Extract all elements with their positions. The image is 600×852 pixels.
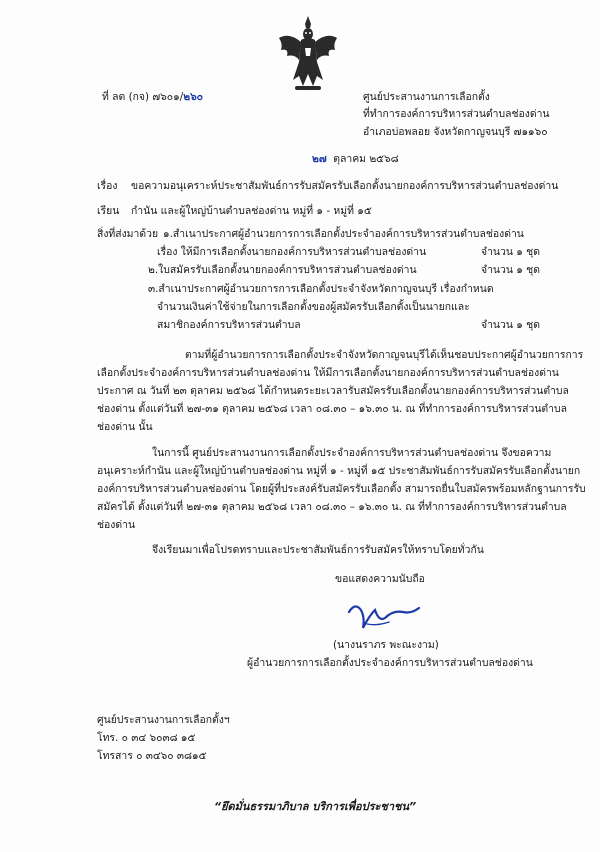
signatory-position: ผู้อำนวยการการเลือกตั้งประจำองค์การบริหารส่วนตำบลช่องด่าน: [247, 657, 533, 669]
signatory-name: (นางนราภร พะณะงาม): [333, 639, 439, 651]
date-day-handwritten: ๒๗: [312, 153, 327, 165]
enclosure-3-line-2: จำนวนเงินค่าใช้จ่ายในการเลือกตั้งของผู้สมัครรับเลือกตั้งเป็นนายกและ: [157, 301, 470, 313]
office-address: อำเภอบ่อพลอย จังหวัดกาญจนบุรี ๗๑๑๖๐: [363, 126, 548, 138]
enclosure-3-line-3: สมาชิกองค์การบริหารส่วนตำบล: [157, 319, 301, 331]
office-name: ศูนย์ประสานงานการเลือกตั้ง: [363, 91, 490, 103]
date-month-year: ตุลาคม ๒๕๖๘: [333, 153, 399, 165]
document-number-handwritten: ๒๖๐: [183, 91, 204, 103]
document-date: [312, 152, 399, 166]
paragraph-3: จึงเรียนมาเพื่อโปรดทราบและประชาสัมพันธ์การรับสมัครให้ทราบโดยทั่วกัน: [152, 544, 484, 556]
enclosure-1-line-2: เรื่อง ให้มีการเลือกตั้งนายกองค์การบริหารส่วนตำบลช่องด่าน: [157, 246, 427, 258]
contact-phone: โทร. ๐ ๓๔ ๖๐๓๘ ๑๕: [97, 732, 196, 744]
paragraph-1-line-2: เลือกตั้งประจำองค์การบริหารส่วนตำบลช่องด่าน ให้มีการเลือกตั้งนายกองค์การบริหารส่วนตำบลช่องด่าน: [97, 367, 559, 379]
enclosure-2-quantity: จำนวน ๑ ชุด: [481, 264, 540, 276]
paragraph-1-line-4: ช่องด่าน ตั้งแต่วันที่ ๒๗-๓๑ ตุลาคม ๒๕๖๘ เวลา ๐๘.๓๐ – ๑๖.๓๐ น. ณ ที่ทำการองค์การบริหารส่วนตำบล: [97, 403, 567, 415]
subject-label: เรื่อง: [97, 180, 118, 192]
enclosure-1-quantity: จำนวน ๑ ชุด: [481, 246, 540, 258]
paragraph-1-line-5: ช่องด่าน นั้น: [97, 421, 153, 433]
recipient-label: เรียน: [97, 205, 120, 217]
paragraph-1-line-1: ตามที่ผู้อำนวยการการเลือกตั้งประจำจังหวัดกาญจนบุรีได้เห็นชอบประกาศผู้อำนวยการการ: [185, 349, 584, 361]
enclosure-3-line-1: ๓.สำเนาประกาศผู้อำนวยการการเลือกตั้งประจำจังหวัดกาญจนบุรี เรื่องกำหนด: [148, 283, 494, 295]
paragraph-2-line-3: องค์การบริหารส่วนตำบลช่องด่าน โดยผู้ที่ประสงค์รับสมัครรับเลือกตั้ง สามารถยื่นใบสมัครพร้อมหลักฐานการรับ: [97, 483, 586, 495]
enclosure-3-quantity: จำนวน ๑ ชุด: [481, 319, 540, 331]
document-number-prefix: ที่ ลต (กจ) ๗๖๐๑/: [102, 91, 184, 103]
organization-motto: “ยึดมั่นธรรมาภิบาล บริการเพื่อประชาชน”: [214, 800, 417, 813]
office-location: ที่ทำการองค์การบริหารส่วนตำบลช่องด่าน: [363, 108, 550, 120]
paragraph-2-line-1: ในการนี้ ศูนย์ประสานงานการเลือกตั้งประจำองค์การบริหารส่วนตำบลช่องด่าน จึงขอความ: [152, 447, 552, 459]
closing-regards: ขอแสดงความนับถือ: [335, 573, 425, 585]
contact-fax: โทรสาร ๐ ๓๔๖๐ ๓๘๑๕: [97, 750, 207, 762]
signature-icon: [345, 598, 425, 634]
paragraph-1-line-3: ประกาศ ณ วันที่ ๒๓ ตุลาคม ๒๕๖๘ ได้กำหนดระยะเวลารับสมัครรับเลือกตั้งนายกองค์การบริหารส่วนตำบล: [97, 385, 569, 397]
paragraph-2-line-5: ช่องด่าน: [97, 519, 136, 531]
paragraph-2-line-4: สมัครได้ ตั้งแต่วันที่ ๒๗-๓๑ ตุลาคม ๒๕๖๘ เวลา ๐๘.๓๐ – ๑๖.๓๐ น. ณ ที่ทำการองค์การบริหารส่วนตำบล: [97, 501, 567, 513]
contact-office: ศูนย์ประสานงานการเลือกตั้งฯ: [97, 714, 230, 726]
recipient-text: กำนัน และผู้ใหญ่บ้านตำบลช่องด่าน หมู่ที่ ๑ - หมู่ที่ ๑๕: [131, 205, 372, 217]
enclosures-label: สิ่งที่ส่งมาด้วย: [97, 228, 159, 240]
garuda-emblem-icon: [275, 14, 341, 94]
enclosure-2-line-1: ๒.ใบสมัครรับเลือกตั้งนายกองค์การบริหารส่วนตำบลช่องด่าน: [148, 264, 417, 276]
paragraph-2-line-2: อนุเคราะห์กำนัน และผู้ใหญ่บ้านตำบลช่องด่าน หมู่ที่ ๑ - หมู่ที่ ๑๕ ประชาสัมพันธ์การรับสมัครรับเลือกตั้งนายก: [97, 465, 581, 477]
enclosure-1-line-1: ๑.สำเนาประกาศผู้อำนวยการการเลือกตั้งประจำองค์การบริหารส่วนตำบลช่องด่าน: [163, 228, 524, 240]
document-number: [102, 90, 203, 104]
subject-text: ขอความอนุเคราะห์ประชาสัมพันธ์การรับสมัครรับเลือกตั้งนายกองค์การบริหารส่วนตำบลช่องด่าน: [131, 180, 559, 192]
